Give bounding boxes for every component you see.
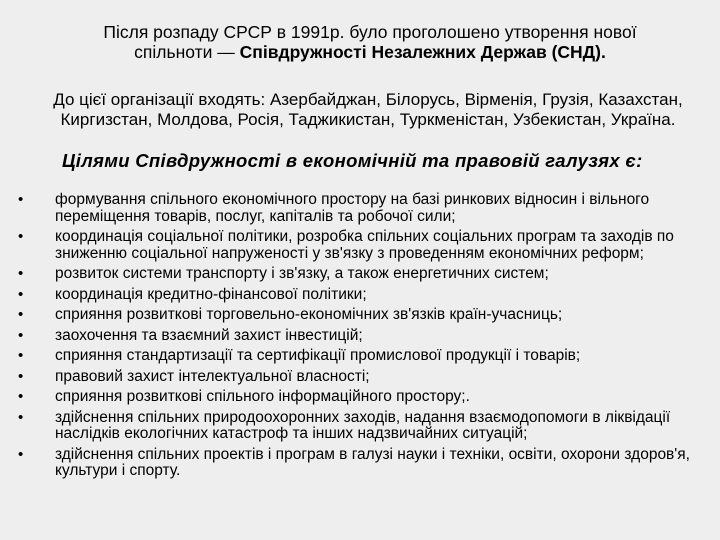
- intro-line-2: [30, 42, 710, 62]
- goal-item: [18, 287, 718, 304]
- bullet-icon: •: [18, 326, 24, 344]
- goal-item: [18, 328, 718, 345]
- bullet-icon: •: [18, 347, 24, 364]
- bullet-icon: •: [18, 445, 24, 463]
- goal-item: [18, 229, 718, 262]
- goal-text: здійснення спільних проектів і програм в галузі науки і техніки, освіти, охорони здоров'я, культури і спорту.: [55, 445, 690, 479]
- goals-heading: Цілями Співдружності в економічній та правовій галузях є:: [62, 150, 643, 171]
- intro-line-1: Після розпаду СРСР в 1991р. було проголошено утворення нової: [103, 22, 637, 42]
- bullet-icon: •: [18, 306, 24, 323]
- bullet-icon: •: [18, 285, 24, 303]
- bullet-icon: •: [18, 367, 24, 385]
- goal-text: здійснення спільних природоохоронних заходів, надання взаємодопомоги в ліквідації наслідків екологічних катастроф та інших надзвичайних ситуацій;: [55, 408, 671, 442]
- goal-item: [18, 192, 718, 225]
- goal-text: розвиток системи транспорту і зв'язку, а також енергетичних систем;: [55, 265, 549, 282]
- goal-text: формування спільного економічного простору на базі ринкових відносин і вільного переміщення товарів, послуг, капіталів та робочої сили;: [55, 191, 650, 225]
- goal-text: координація кредитно-фінансової політики;: [55, 285, 367, 303]
- goal-text: сприяння розвиткові спільного інформаційного простору;.: [55, 388, 470, 405]
- goal-item: [18, 369, 718, 386]
- bullet-icon: •: [18, 228, 24, 245]
- bullet-icon: •: [18, 191, 24, 208]
- goal-text: правовий захист інтелектуальної власності;: [55, 367, 370, 385]
- goal-item: [18, 307, 718, 324]
- bullet-icon: •: [18, 388, 24, 405]
- goal-text: координація соціальної політики, розробка спільних соціальних програм та заходів по зниженню соціальної напруженості у зв'язку з проведенням економічних реформ;: [55, 228, 674, 262]
- goal-text: сприяння стандартизації та сертифікації промислової продукції і товарів;: [55, 347, 581, 364]
- bullet-icon: •: [18, 265, 24, 282]
- goal-text: сприяння розвиткові торговельно-економічних зв'язків країн-учасниць;: [55, 306, 563, 323]
- bullet-icon: •: [18, 408, 24, 426]
- members-paragraph: До цієї організації входять: Азербайджан, Білорусь, Вірменія, Грузія, Казахстан, Киргизстан, Молдова, Росія, Таджикистан, Туркменістан, Узбекистан, Україна.: [53, 90, 683, 129]
- goal-item: [18, 348, 718, 365]
- intro-line-2-prefix: спільноти —: [134, 42, 240, 62]
- goal-item: [18, 447, 718, 480]
- goal-item: [18, 410, 718, 443]
- intro-paragraph: [30, 22, 710, 62]
- goal-item: [18, 266, 718, 283]
- goal-item: [18, 389, 718, 406]
- goals-list: [18, 192, 718, 484]
- goal-text: заохочення та взаємний захист інвестицій;: [55, 326, 363, 344]
- cis-name: Співдружності Незалежних Держав (СНД).: [239, 42, 606, 62]
